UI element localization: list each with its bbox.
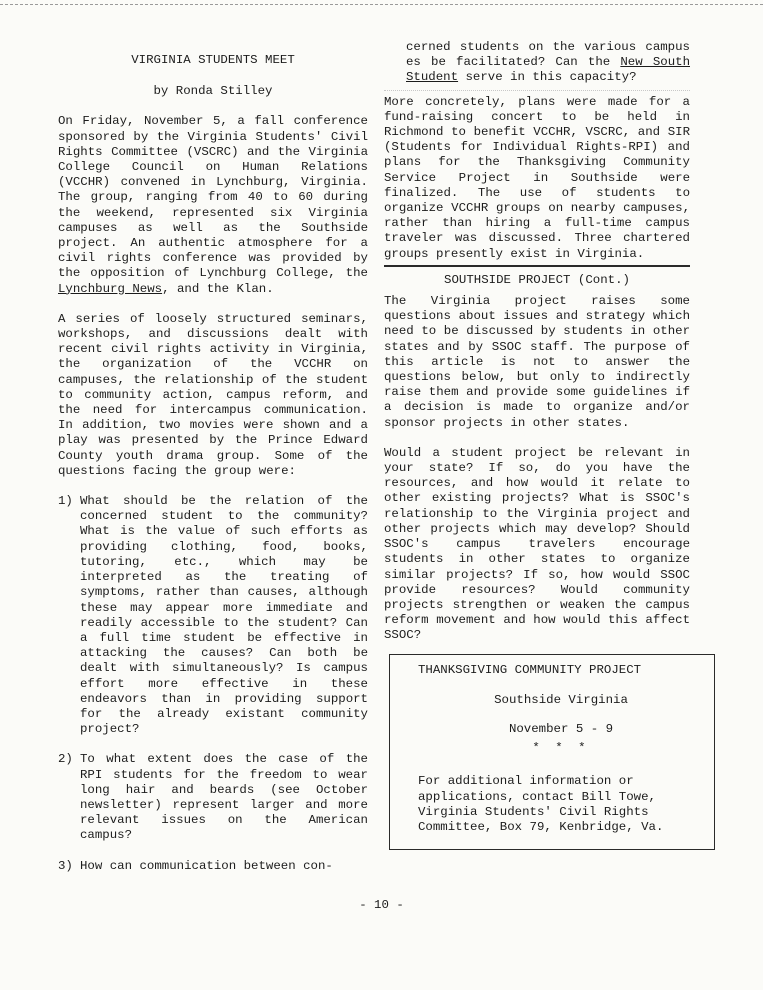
southside-title: SOUTHSIDE PROJECT (Cont.): [444, 272, 630, 287]
question-text: To what extent does the case of the RPI students for the freedom to wear long hair and beards (see October newsletter) represent larger and more relevant issues on the American campus?: [80, 752, 368, 843]
lynchburg-news-title: Lynchburg News: [58, 281, 163, 296]
notice-info: For additional information or applications, contact Bill Towe, Virginia Students' Civil Rights Committee, Box 79, Kenbridge, Va.: [418, 774, 664, 834]
thanksgiving-notice-box: [389, 654, 715, 851]
divider: [384, 90, 690, 91]
paragraph-1-text: On Friday, November 5, a fall conference sponsored by the Virginia Students' Civil Rights Committee (VSCRC) and the Virginia College Council on Human Relations (VCCHR) convened in Lynchburg, Virginia. The group, ranging from 40 to 60 during the weekend, represented six Virginia campuses as well as the Southside project. An authentic atmosphere for a civil rights conference was provided by the opposition of Lynchburg College, the: [58, 114, 368, 281]
question-3-text-a: cerned students on the various campus es be facilitated? Can the: [406, 40, 690, 70]
question-item-1: [58, 494, 368, 737]
question-number: 1): [58, 494, 73, 509]
question-list: [58, 494, 368, 874]
question-item-2: [58, 752, 368, 843]
question-number: 2): [58, 752, 73, 767]
right-column: [384, 40, 690, 850]
question-3-text-b: serve in this capacity?: [458, 70, 637, 85]
notice-stars: * * *: [532, 741, 590, 756]
article-title: VIRGINIA STUDENTS MEET: [131, 53, 295, 67]
southside-paragraph-1: The Virginia project raises some questions about issues and strategy which need to be discussed by students in other states and by SSOC staff. The purpose of this article is not to answer the questions below, but only to indirectly raise them and provide some guidelines if a decision is made to organize and/or sponsor projects in other states.: [384, 294, 690, 430]
question-item-3: [58, 859, 368, 874]
article-paragraph-1: [58, 114, 368, 296]
page-number: - 10 -: [359, 898, 404, 912]
notice-title: THANKSGIVING COMMUNITY PROJECT: [418, 662, 642, 677]
article-byline: by Ronda Stilley: [153, 84, 273, 99]
question-3-continued: [384, 40, 690, 86]
paragraph-1-end: , and the Klan.: [162, 281, 274, 296]
left-column: [58, 40, 368, 889]
question-text: What should be the relation of the concerned student to the community? What is the value of such efforts as providing clothing, food, books, tutoring, etc., which may be interpreted as the treating of symptoms, rather than causes, although these may appear more immediate and readily accessible to the student? Can a full time student be effective in attacking the causes? Can both be dealt with simultaneously? Is campus effort more effective in these endeavors than in providing support for the already existant community project?: [80, 494, 368, 737]
notice-place: Southside Virginia: [494, 692, 628, 707]
article-paragraph-2: A series of loosely structured seminars, workshops, and discussions dealt with recent civil rights activity in Virginia, the organization of the VCCHR on campuses, the relationship of the student to community action, campus reform, and the need for intercampus communication. In addition, two movies were shown and a play was presented by the Prince Edward County youth drama group. Some of the questions facing the group were:: [58, 311, 368, 478]
question-number: 3): [58, 858, 73, 873]
question-text: How can communication between con-: [80, 858, 333, 873]
article-paragraph-3: More concretely, plans were made for a fund-raising concert to be held in Richmond to benefit VCCHR, VSCRC, and SIR (Students for Individual Rights-RPI) and plans for the Thanksgiving Community Service Project in Southside were finalized. The use of students to organize VCCHR groups on nearby campuses, rather than hiring a full-time campus traveler was discussed. Three chartered groups presently exist in Virginia.: [384, 94, 690, 261]
new-south-student-title: New South Student: [406, 55, 690, 85]
southside-paragraph-2: Would a student project be relevant in your state? If so, do you have the resources, and how would it relate to other existing projects? What is SSOC's relationship to the Virginia project and other projects which may develop? Should SSOC's campus travelers encourage students in other states to organize similar projects? If so, how would SSOC provide resources? Would community projects strengthen or weaken the campus reform movement and how would this affect SSOC?: [384, 445, 690, 643]
top-edge-rule: [0, 4, 763, 5]
notice-dates: November 5 - 9: [508, 721, 614, 736]
section-divider: [384, 265, 690, 267]
